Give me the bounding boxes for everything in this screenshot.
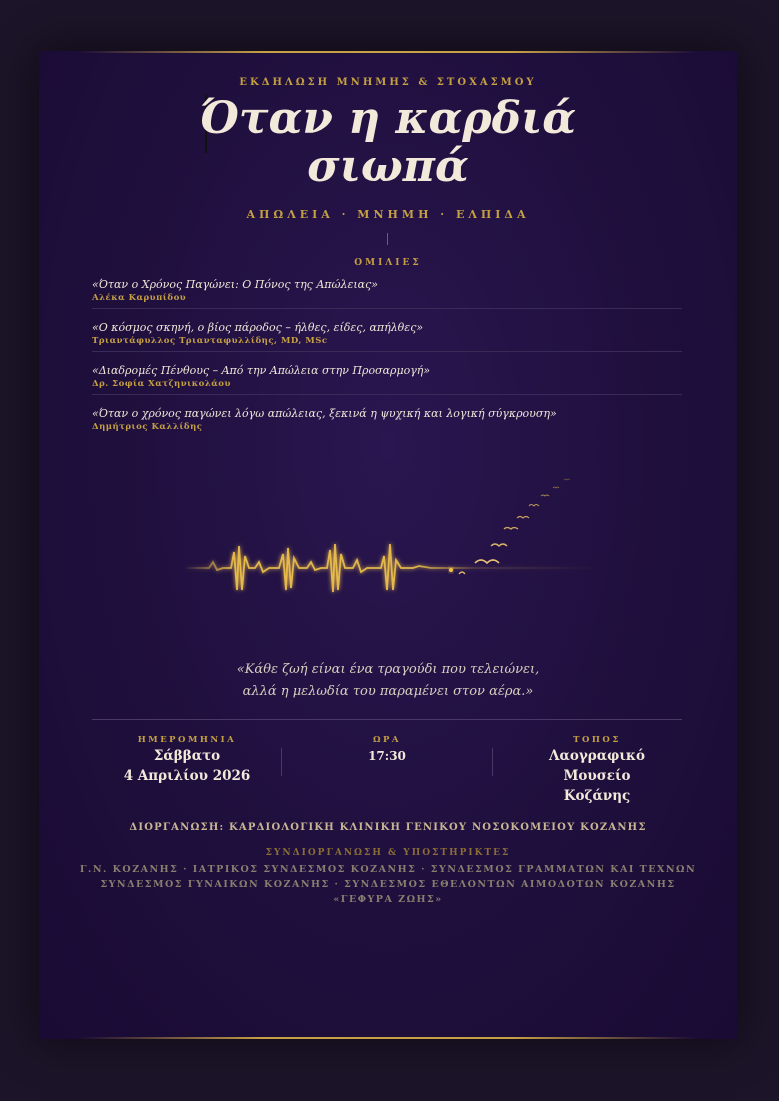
event-poster — [39, 51, 737, 1039]
time-block — [292, 734, 482, 766]
date-label: ΗΜΕΡΟΜΗΝΙΑ — [137, 735, 237, 745]
heartbeat-birds-illustration — [179, 466, 599, 616]
talks-heading: ΟΜΙΛΙΕΣ — [354, 258, 422, 268]
place-line-1: Λαογραφικό — [548, 748, 646, 764]
title-line-2: σιωπά — [307, 141, 469, 192]
info-separator — [492, 748, 493, 776]
sponsors-heading: ΣΥΝΔΙΟΡΓΑΝΩΣΗ & ΥΠΟΣΤΗΡΙΚΤΕΣ — [265, 848, 511, 858]
bird-icon — [475, 560, 499, 563]
talk-item — [92, 404, 682, 438]
quote-line-2: αλλά η μελωδία του παραμένει στον αέρα.» — [242, 684, 534, 699]
place-line-2: Μουσείο — [563, 768, 631, 784]
time-label: ΩΡΑ — [372, 735, 402, 745]
sponsors-list — [79, 862, 697, 907]
bird-icon — [564, 479, 570, 480]
bird-icon — [553, 487, 559, 488]
event-subtitle: ΑΠΩΛΕΙΑ · ΜΝΗΜΗ · ΕΛΠΙΔΑ — [246, 208, 530, 221]
bird-icon — [491, 544, 507, 546]
talk-speaker: Δρ. Σοφία Χατζηνικολάου — [92, 379, 231, 389]
talk-speaker: Τριαντάφυλλος Τριανταφυλλίδης, MD, MSc — [92, 336, 328, 346]
bird-icon — [517, 517, 529, 519]
info-separator — [281, 748, 282, 776]
talk-speaker: Αλέκα Καρυπίδου — [92, 293, 187, 303]
talks-list — [92, 275, 682, 447]
date-full: 4 Απριλίου 2026 — [123, 768, 251, 784]
quote — [39, 659, 737, 703]
place-line-3: Κοζάνης — [563, 788, 631, 804]
divider-tick — [387, 233, 388, 245]
place-label: ΤΟΠΟΣ — [573, 735, 621, 745]
time-value: 17:30 — [368, 749, 406, 763]
date-block — [92, 734, 282, 786]
title-line-1: Όταν η καρδιά — [199, 93, 577, 144]
talk-title: «Διαδρομές Πένθους – Από την Απώλεια στην Προσαρμογή» — [92, 364, 431, 377]
talk-item — [92, 318, 682, 352]
talk-title: «Όταν ο Χρόνος Παγώνει: Ο Πόνος της Απώλειας» — [92, 278, 378, 291]
ecg-line — [184, 544, 599, 592]
event-kicker: ΕΚΔΗΛΩΣΗ ΜΝΗΜΗΣ & ΣΤΟΧΑΣΜΟΥ — [239, 77, 537, 88]
date-day: Σάββατο — [153, 748, 221, 764]
sponsors-line-2: ΣΥΝΔΕΣΜΟΣ ΓΥΝΑΙΚΩΝ ΚΟΖΑΝΗΣ · ΣΥΝΔΕΣΜΟΣ ΕΘΕΛΟΝΤΩΝ ΑΙΜΟΔΟΤΩΝ ΚΟΖΑΝΗΣ «ΓΕΦΥΡΑ ΖΩΗΣ» — [100, 879, 676, 905]
pulse-dot — [449, 568, 453, 572]
event-info — [92, 734, 682, 814]
sponsors-line-1: Γ.Ν. ΚΟΖΑΝΗΣ · ΙΑΤΡΙΚΟΣ ΣΥΝΔΕΣΜΟΣ ΚΟΖΑΝΗΣ · ΣΥΝΔΕΣΜΟΣ ΓΡΑΜΜΑΤΩΝ ΚΑΙ ΤΕΧΝΩΝ — [79, 864, 697, 875]
event-title — [39, 95, 737, 191]
quote-line-1: «Κάθε ζωή είναι ένα τραγούδι που τελειώνει, — [236, 662, 540, 677]
bird-icon — [504, 528, 518, 530]
talk-item — [92, 275, 682, 309]
divider-line — [92, 719, 682, 720]
talk-speaker: Δημήτριος Καλλίδης — [92, 422, 203, 432]
talk-item — [92, 361, 682, 395]
bird-icon — [459, 572, 465, 574]
talk-title: «Όταν ο χρόνος παγώνει λόγω απώλειας, ξεκινά η ψυχική και λογική σύγκρουση» — [92, 407, 557, 420]
organizer: ΔΙΟΡΓΑΝΩΣΗ: ΚΑΡΔΙΟΛΟΓΙΚΗ ΚΛΙΝΙΚΗ ΓΕΝΙΚΟΥ ΝΟΣΟΚΟΜΕΙΟΥ ΚΟΖΑΝΗΣ — [129, 822, 647, 833]
place-block — [502, 734, 692, 806]
bird-icon — [541, 495, 549, 496]
bird-icon — [529, 505, 539, 507]
talk-title: «Ο κόσμος σκηνή, ο βίος πάροδος – ήλθες, είδες, απήλθες» — [92, 321, 424, 334]
